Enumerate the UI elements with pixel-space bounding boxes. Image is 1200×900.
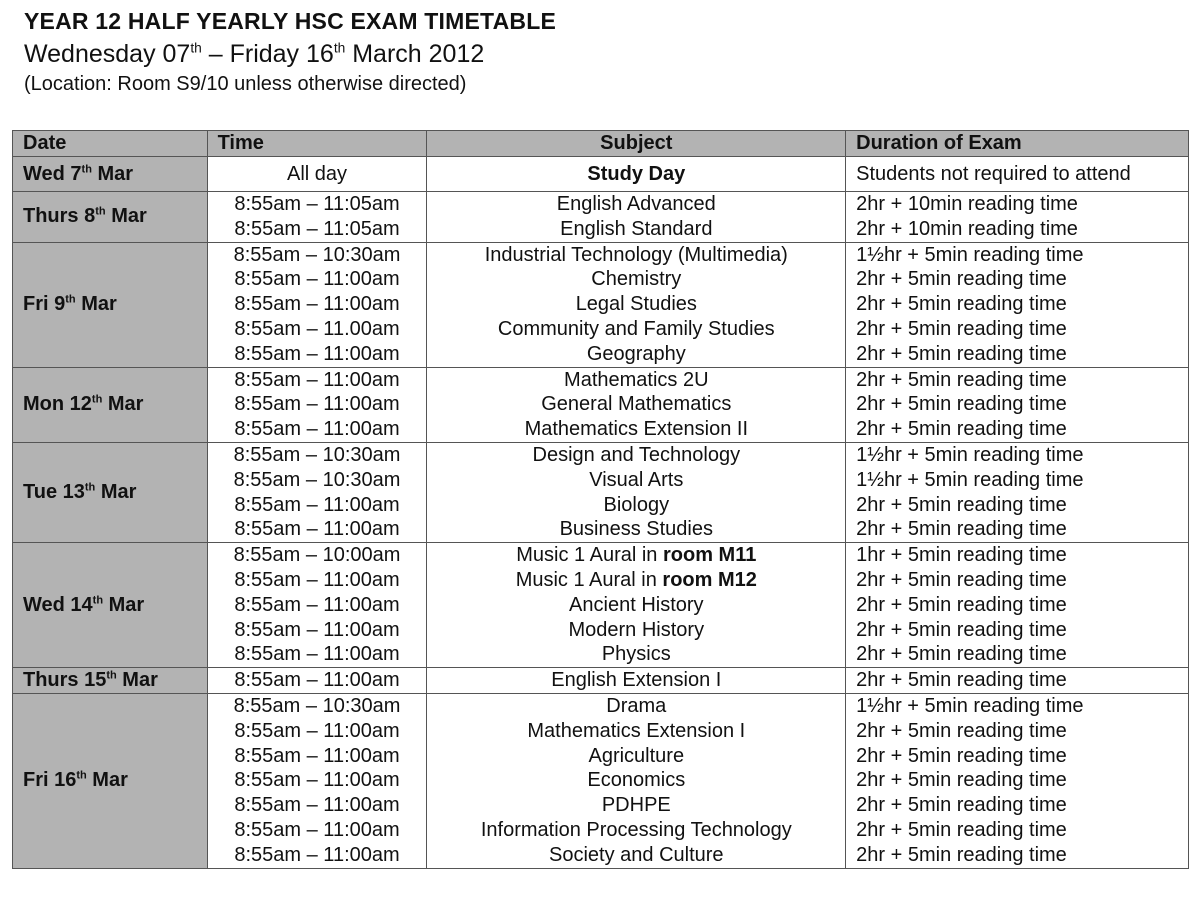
duration-cell [846, 192, 1189, 243]
ordinal-suffix: th [65, 293, 76, 306]
exam-time: 8:55am – 11:00am [234, 643, 400, 666]
time-cell [207, 543, 427, 668]
subject-name: Legal Studies [575, 293, 697, 316]
duration-cell [846, 242, 1189, 367]
day-row [13, 157, 1189, 192]
subject-emphasis: Study Day [587, 162, 686, 185]
ordinal-suffix: th [106, 669, 117, 682]
exam-time: 8:55am – 11:00am [234, 769, 400, 792]
date-day: Fri 16 [23, 769, 77, 792]
exam-duration: 2hr + 5min reading time [856, 368, 1067, 391]
subject-name: English Standard [560, 217, 713, 240]
exam-subject [437, 843, 835, 868]
subject-name: Ancient History [569, 593, 704, 616]
exam-time: 8:55am – 11:00am [234, 368, 400, 391]
subject-emphasis: room M12 [662, 568, 757, 591]
subject-emphasis: room M11 [662, 544, 757, 567]
exam-subject [437, 517, 835, 542]
subject-name: Modern History [568, 618, 705, 641]
exam-duration: 2hr + 10min reading time [856, 193, 1078, 215]
date-month: Mar [102, 393, 144, 416]
date-cell [13, 543, 208, 668]
exam-subject [437, 292, 835, 317]
day-row [13, 367, 1189, 442]
time-cell [207, 157, 427, 192]
exam-subject [437, 793, 835, 818]
exam-duration: 2hr + 5min reading time [856, 719, 1067, 742]
exam-time: 8:55am – 10:30am [233, 468, 401, 491]
exam-time: 8:55am – 11:00am [234, 593, 400, 616]
date-cell [13, 192, 208, 243]
date-range-end: – Friday 16 [201, 40, 334, 68]
subject-name: Mathematics Extension I [527, 719, 746, 742]
exam-time: 8:55am – 11:00am [234, 342, 400, 365]
exam-subject [437, 443, 835, 468]
exam-time: 8:55am – 11:00am [234, 493, 400, 516]
ordinal-suffix: th [92, 594, 104, 607]
date-cell [13, 157, 208, 192]
duration-cell [846, 442, 1189, 542]
exam-duration: 2hr + 5min reading time [856, 418, 1067, 441]
duration-cell [846, 693, 1189, 868]
exam-time: 8:55am – 11:00am [234, 418, 400, 441]
date-month: Mar [95, 481, 137, 504]
date-month: Mar [116, 669, 158, 692]
subject-name: Chemistry [591, 268, 682, 291]
date-cell [13, 693, 208, 868]
subject-cell [427, 442, 846, 542]
exam-subject [437, 593, 835, 618]
ordinal-suffix: th [81, 162, 92, 175]
subject-name: Design and Technology [532, 443, 741, 466]
day-row [13, 693, 1189, 868]
subject-name: Society and Culture [549, 843, 724, 866]
exam-time: 8:55am – 11:00am [234, 794, 400, 817]
exam-duration: 1½hr + 5min reading time [856, 243, 1084, 266]
subject-name: Community and Family Studies [497, 317, 775, 340]
page-title: YEAR 12 HALF YEARLY HSC EXAM TIMETABLE [24, 8, 556, 34]
ordinal-suffix: th [84, 481, 96, 494]
exam-duration: Students not required to attend [856, 162, 1131, 185]
subject-name: Visual Arts [589, 468, 684, 491]
time-cell [207, 693, 427, 868]
exam-subject [437, 317, 835, 342]
exam-subject [437, 417, 835, 442]
exam-time: 8:55am – 10:30am [233, 694, 401, 717]
date-range [24, 40, 484, 69]
exam-duration: 2hr + 5min reading time [856, 518, 1067, 541]
exam-subject [437, 243, 835, 268]
exam-time: 8:55am – 11:00am [234, 568, 400, 591]
exam-time: 8:55am – 11:00am [234, 843, 400, 866]
date-month: Mar [91, 162, 134, 185]
date-month: Mar [105, 205, 147, 228]
subject-name: Mathematics Extension II [524, 418, 749, 441]
exam-duration: 2hr + 5min reading time [856, 618, 1067, 641]
subject-name: Industrial Technology (Multimedia) [484, 243, 788, 266]
exam-subject [437, 162, 835, 187]
subject-cell [427, 693, 846, 868]
exam-time: 8:55am – 11:00am [234, 518, 400, 541]
exam-time: 8:55am – 11:00am [234, 393, 400, 416]
column-header-subject: Subject [427, 131, 846, 157]
subject-name: Physics [601, 643, 671, 666]
date-day: Mon 12 [23, 393, 92, 416]
day-row [13, 668, 1189, 694]
subject-name: English Advanced [556, 193, 716, 215]
exam-subject [437, 744, 835, 769]
exam-duration: 2hr + 5min reading time [856, 393, 1067, 416]
subject-cell [427, 543, 846, 668]
exam-duration: 2hr + 5min reading time [856, 794, 1067, 817]
subject-name: Music 1 Aural in [516, 544, 663, 567]
date-day: Thurs 8 [23, 205, 96, 228]
exam-duration: 2hr + 5min reading time [856, 843, 1067, 866]
subject-cell [427, 157, 846, 192]
subject-name: Drama [606, 694, 667, 717]
exam-duration: 2hr + 5min reading time [856, 593, 1067, 616]
subject-name: Information Processing Technology [480, 818, 792, 841]
exam-subject [437, 768, 835, 793]
exam-subject [437, 368, 835, 393]
ordinal-suffix: th [76, 769, 87, 782]
exam-duration: 2hr + 5min reading time [856, 669, 1067, 692]
subject-cell [427, 668, 846, 694]
exam-duration: 1hr + 5min reading time [856, 544, 1067, 567]
exam-subject [437, 192, 835, 217]
column-header-duration: Duration of Exam [846, 131, 1189, 157]
exam-duration: 1½hr + 5min reading time [856, 443, 1084, 466]
subject-name: General Mathematics [541, 393, 732, 416]
subject-name: Geography [586, 342, 686, 365]
day-row [13, 242, 1189, 367]
ordinal-suffix: th [333, 40, 346, 56]
exam-subject [437, 543, 835, 568]
location-note: (Location: Room S9/10 unless otherwise directed) [24, 73, 467, 95]
date-range-month: March 2012 [345, 40, 485, 68]
exam-duration: 2hr + 5min reading time [856, 293, 1067, 316]
column-header-time: Time [207, 131, 427, 157]
exam-time: 8:55am – 11:00am [234, 744, 400, 767]
column-header-date: Date [13, 131, 208, 157]
subject-cell [427, 367, 846, 442]
subject-name: Agriculture [588, 744, 685, 767]
date-day: Fri 9 [23, 293, 66, 316]
date-day: Tue 13 [23, 481, 85, 504]
time-cell [207, 668, 427, 694]
date-month: Mar [75, 293, 117, 316]
ordinal-suffix: th [190, 40, 202, 56]
date-month: Mar [103, 593, 145, 616]
exam-subject [437, 568, 835, 593]
subject-cell [427, 242, 846, 367]
date-cell [13, 367, 208, 442]
time-cell [207, 242, 427, 367]
duration-cell [846, 367, 1189, 442]
exam-time: 8:55am – 11:00am [234, 293, 400, 316]
exam-duration: 2hr + 5min reading time [856, 744, 1067, 767]
exam-time: 8:55am – 11:00am [234, 268, 400, 291]
exam-time: 8:55am – 11:05am [234, 217, 400, 240]
exam-time: All day [287, 162, 348, 185]
exam-subject [437, 618, 835, 643]
subject-name: Music 1 Aural in [515, 568, 663, 591]
date-month: Mar [86, 769, 128, 792]
exam-time: 8:55am – 11:00am [234, 669, 400, 692]
subject-name: English Extension I [551, 669, 722, 692]
duration-cell [846, 668, 1189, 694]
exam-duration: 1½hr + 5min reading time [856, 468, 1084, 491]
date-day: Thurs 15 [23, 669, 107, 692]
exam-subject [437, 342, 835, 367]
exam-subject [437, 668, 835, 693]
exam-duration: 2hr + 5min reading time [856, 769, 1067, 792]
exam-duration: 2hr + 5min reading time [856, 493, 1067, 516]
exam-subject [437, 217, 835, 242]
exam-time: 8:55am – 11:00am [234, 618, 400, 641]
subject-cell [427, 192, 846, 243]
subject-name: Business Studies [559, 518, 713, 541]
exam-time: 8:55am – 11:00am [234, 818, 400, 841]
date-day: Wed 14 [23, 593, 93, 616]
exam-duration: 2hr + 5min reading time [856, 268, 1067, 291]
time-cell [207, 442, 427, 542]
time-cell [207, 192, 427, 243]
time-cell [207, 367, 427, 442]
exam-time: 8:55am – 10:30am [233, 243, 401, 266]
exam-duration: 2hr + 10min reading time [856, 217, 1078, 240]
exam-duration: 2hr + 5min reading time [856, 342, 1067, 365]
exam-subject [437, 694, 835, 719]
table-header-row [13, 131, 1189, 157]
exam-subject [437, 468, 835, 493]
exam-subject [437, 493, 835, 518]
exam-duration: 1½hr + 5min reading time [856, 694, 1084, 717]
date-day: Wed 7 [23, 162, 82, 185]
ordinal-suffix: th [95, 205, 106, 218]
day-row [13, 543, 1189, 668]
exam-timetable [12, 130, 1189, 869]
ordinal-suffix: th [91, 393, 103, 406]
exam-time: 8:55am – 10:00am [233, 544, 401, 567]
date-range-start: Wednesday 07 [24, 40, 191, 68]
exam-subject [437, 642, 835, 667]
subject-name: Economics [587, 769, 686, 792]
exam-time: 8:55am – 10:30am [233, 443, 401, 466]
date-cell [13, 442, 208, 542]
exam-duration: 2hr + 5min reading time [856, 568, 1067, 591]
duration-cell [846, 543, 1189, 668]
exam-duration: 2hr + 5min reading time [856, 818, 1067, 841]
date-cell [13, 668, 208, 694]
exam-time: 8:55am – 11.00am [234, 317, 400, 340]
exam-subject [437, 267, 835, 292]
subject-name: Biology [603, 493, 670, 516]
exam-duration: 2hr + 5min reading time [856, 317, 1067, 340]
exam-time: 8:55am – 11:00am [234, 719, 400, 742]
subject-name: PDHPE [601, 794, 671, 817]
date-cell [13, 242, 208, 367]
exam-subject [437, 719, 835, 744]
exam-subject [437, 392, 835, 417]
subject-name: Mathematics 2U [564, 368, 709, 391]
exam-subject [437, 818, 835, 843]
duration-cell [846, 157, 1189, 192]
exam-time: 8:55am – 11:05am [234, 193, 400, 215]
day-row [13, 442, 1189, 542]
day-row [13, 192, 1189, 243]
exam-duration: 2hr + 5min reading time [856, 643, 1067, 666]
